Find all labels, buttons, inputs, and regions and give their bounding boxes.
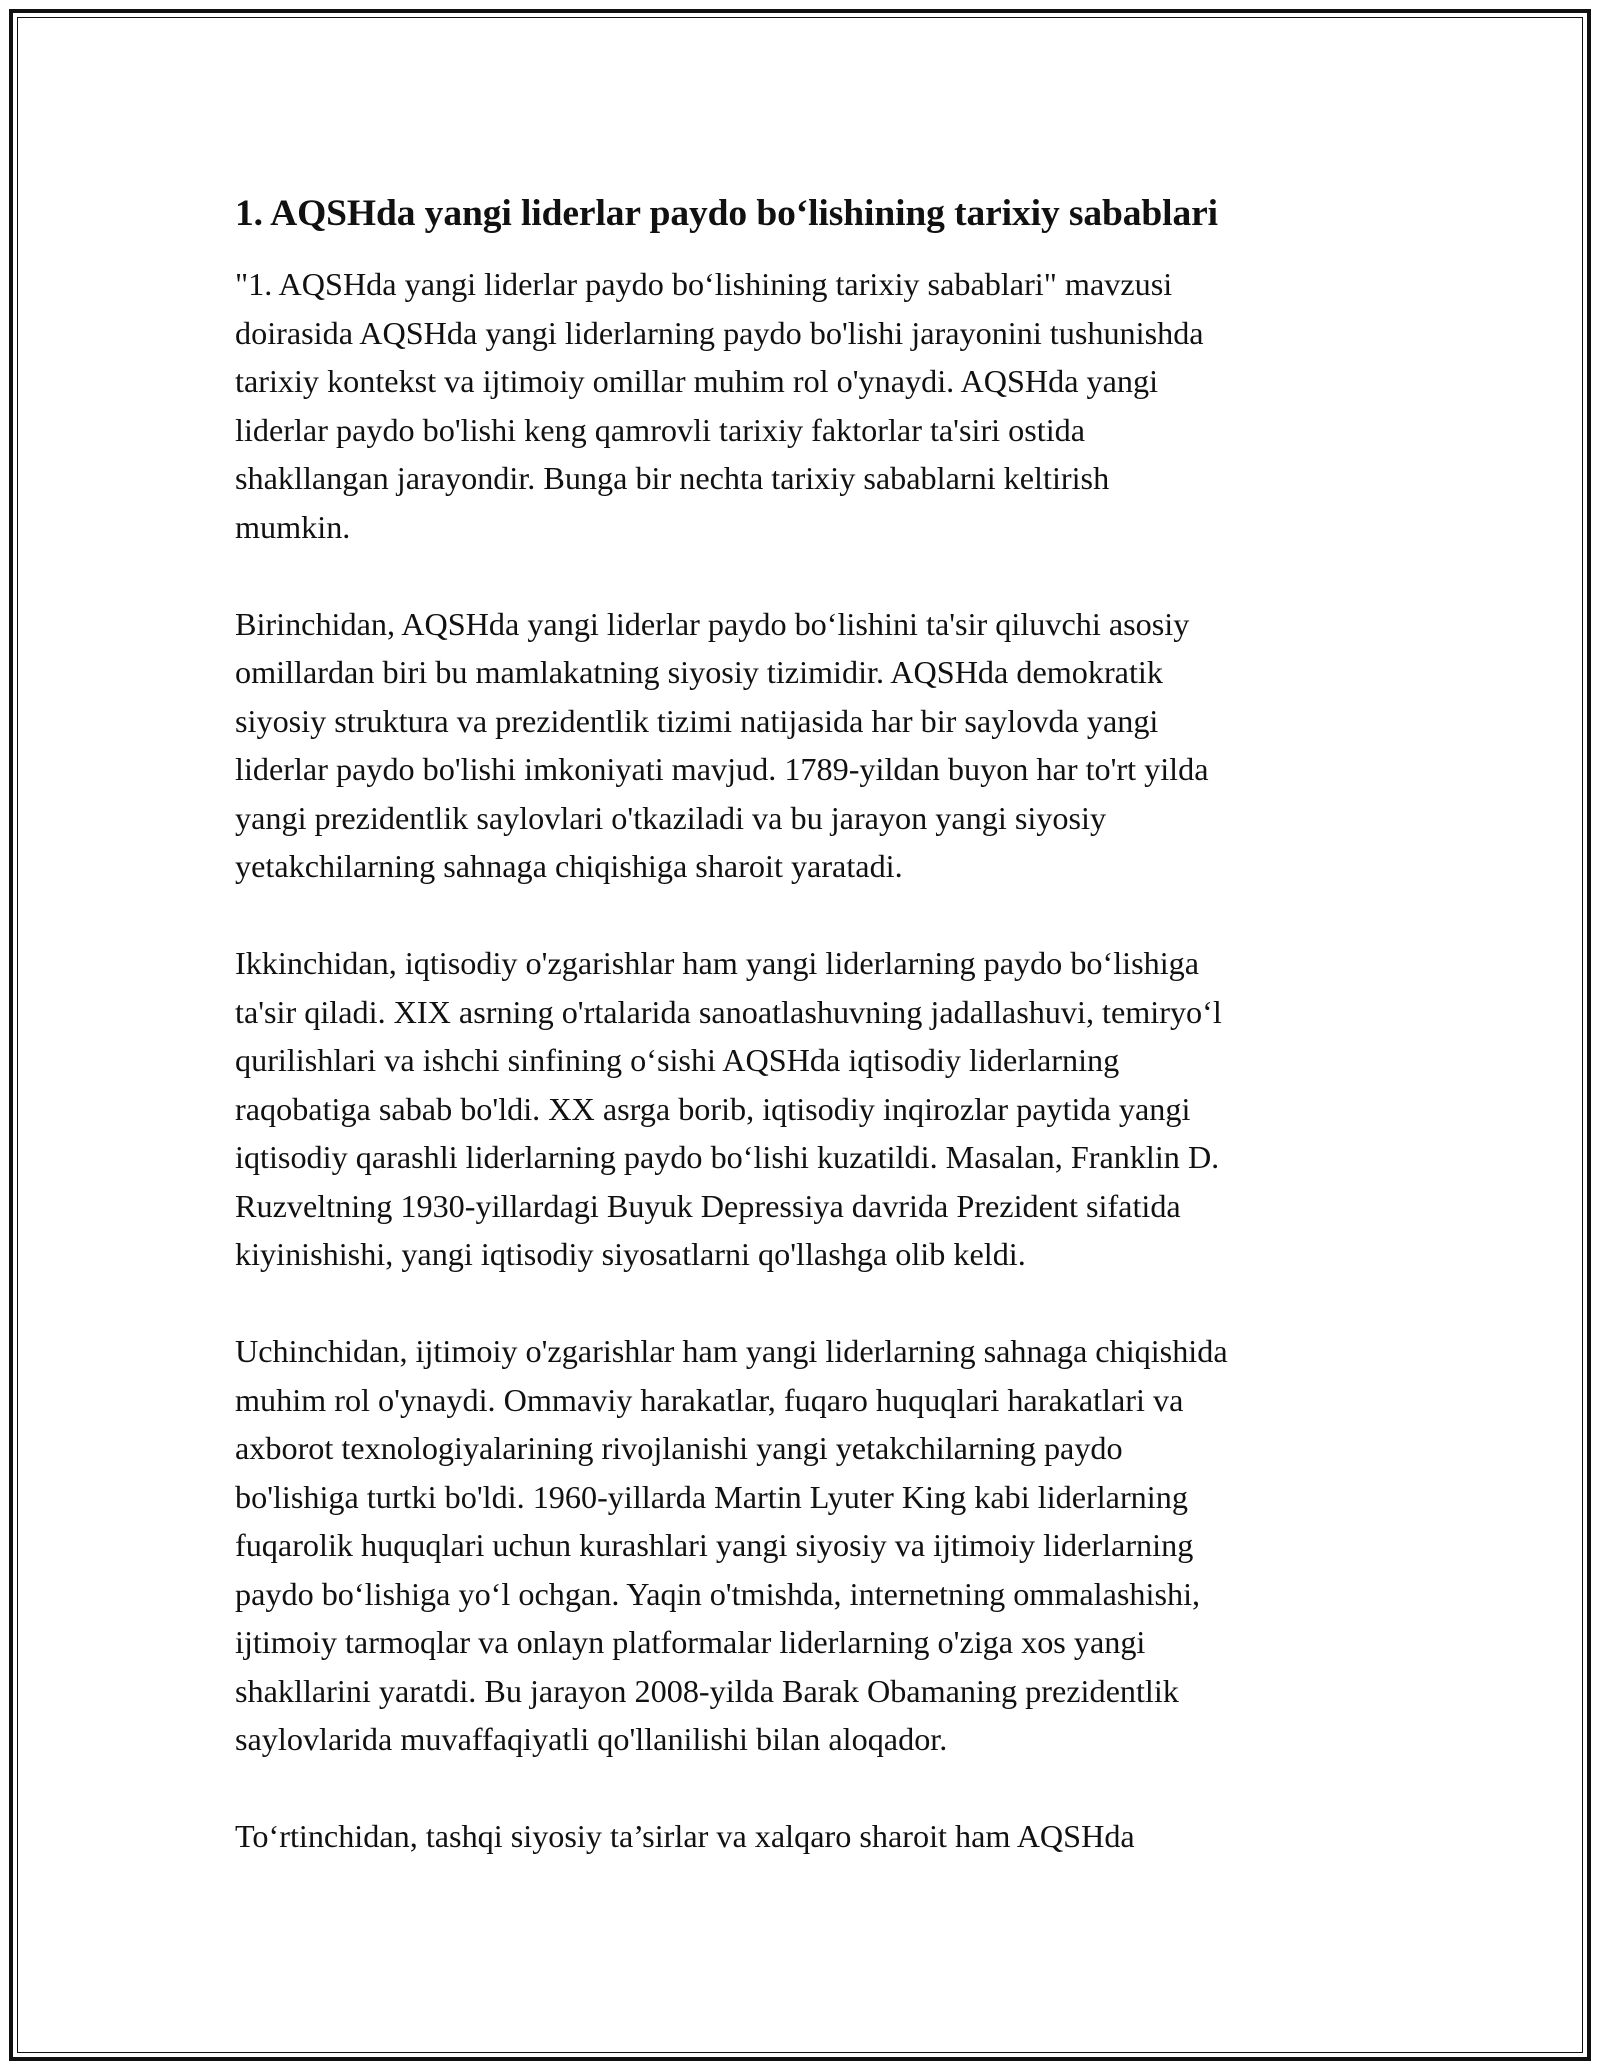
text-line: bo'lishiga turtki bo'ldi. 1960-yillarda Martin Lyuter King kabi liderlarning: [235, 1478, 1188, 1515]
text-line: raqobatiga sabab bo'ldi. XX asrga borib, iqtisodiy inqirozlar paytida yangi: [235, 1090, 1191, 1127]
text-line: kiyinishishi, yangi iqtisodiy siyosatlarni qo'llashga olib keldi.: [235, 1236, 1026, 1272]
text-line: Birinchidan, AQSHda yangi liderlar paydo bo‘lishini ta'sir qiluvchi asosiy: [235, 605, 1190, 642]
text-line: tarixiy kontekst va ijtimoiy omillar muhim rol o'ynaydi. AQSHda yangi: [235, 363, 1159, 399]
text-line: liderlar paydo bo'lishi imkoniyati mavjud. 1789-yildan buyon har to'rt yilda: [235, 751, 1209, 787]
text-line: saylovlarida muvaffaqiyatli qo'llanilishi bilan aloqador.: [235, 1721, 948, 1757]
text-line: shakllarini yaratdi. Bu jarayon 2008-yilda Barak Obamaning prezidentlik: [235, 1672, 1179, 1709]
text-line: qurilishlari va ishchi sinfining o‘sishi AQSHda iqtisodiy liderlarning: [235, 1042, 1120, 1078]
text-line: Ikkinchidan, iqtisodiy o'zgarishlar ham yangi liderlarning paydo bo‘lishiga: [235, 945, 1200, 981]
text-line: ijtimoiy tarmoqlar va onlayn platformalar liderlarning o'ziga xos yangi: [235, 1624, 1146, 1660]
text-line: muhim rol o'ynaydi. Ommaviy harakatlar, fuqaro huquqlari harakatlari va: [235, 1381, 1184, 1418]
paragraph-fourth: [235, 1812, 1375, 1861]
document-body: [235, 186, 1375, 1909]
text-line: shakllangan jarayondir. Bunga bir nechta tarixiy sabablarni keltirish: [235, 460, 1110, 496]
text-line: axborot texnologiyalarining rivojlanishi yangi yetakchilarning paydo: [235, 1430, 1123, 1466]
text-line: siyosiy struktura va prezidentlik tizimi natijasida har bir saylovda yangi: [235, 702, 1159, 739]
text-line: iqtisodiy qarashli liderlarning paydo bo‘lishi kuzatildi. Masalan, Franklin D.: [235, 1139, 1220, 1175]
text-line: yetakchilarning sahnaga chiqishiga sharoit yaratadi.: [235, 848, 903, 884]
text-line: mumkin.: [235, 508, 351, 545]
text-line: Uchinchidan, ijtimoiy o'zgarishlar ham yangi liderlarning sahnaga chiqishida: [235, 1333, 1228, 1369]
paragraph-third: [235, 1327, 1375, 1764]
text-line: paydo bo‘lishiga yo‘l ochgan. Yaqin o'tmishda, internetning ommalashishi,: [235, 1575, 1201, 1612]
text-line: fuqarolik huquqlari uchun kurashlari yangi siyosiy va ijtimoiy liderlarning: [235, 1527, 1194, 1563]
text-line: yangi prezidentlik saylovlari o'tkaziladi va bu jarayon yangi siyosiy: [235, 799, 1107, 836]
text-line: Ruzveltning 1930-yillardagi Buyuk Depressiya davrida Prezident sifatida: [235, 1187, 1181, 1224]
text-line: doirasida AQSHda yangi liderlarning paydo bo'lishi jarayonini tushunishda: [235, 314, 1204, 351]
text-line: liderlar paydo bo'lishi keng qamrovli tarixiy faktorlar ta'siri ostida: [235, 411, 1086, 448]
text-line: "1. AQSHda yangi liderlar paydo bo‘lishining tarixiy sabablari" mavzusi: [235, 266, 1173, 302]
text-line: To‘rtinchidan, tashqi siyosiy ta’sirlar va xalqaro sharoit ham AQSHda: [235, 1818, 1135, 1854]
text-line: ta'sir qiladi. XIX asrning o'rtalarida sanoatlashuvning jadallashuvi, temiryo‘l: [235, 993, 1222, 1030]
text-line: omillardan biri bu mamlakatning siyosiy tizimidir. AQSHda demokratik: [235, 654, 1163, 690]
section-heading: 1. AQSHda yangi liderlar paydo bo‘lishining tarixiy sabablari: [235, 193, 1218, 234]
paragraph-intro: [235, 260, 1375, 551]
paragraph-second: [235, 939, 1375, 1279]
paragraph-first: [235, 600, 1375, 891]
